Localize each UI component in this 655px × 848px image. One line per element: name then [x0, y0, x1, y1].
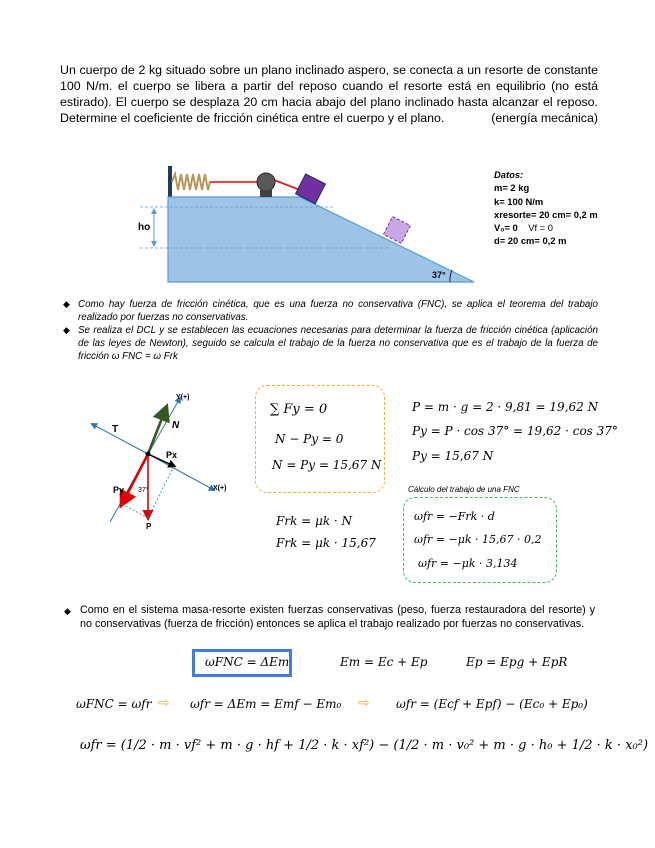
rope-right [274, 180, 300, 190]
problem-text: Un cuerpo de 2 kg situado sobre un plano inclinado aspero, se conecta a un resorte de constante 100 N/m. el cuerpo se libera a partir del reposo cuando el resorte está en equilibrio (no está estirado). El cuerpo se desplaza 20 cm hacia abajo del plano inclinado hasta alcanzar el reposo. Determine el coeficiente de fricción cinética entre el cuerpo y el plano. [60, 63, 598, 125]
problem-tag: (energía mecánica) [491, 111, 598, 125]
eq-frk-1: Frk = μk · N [276, 514, 353, 528]
eq-em: Em = Ec + Ep [340, 655, 428, 669]
origin-dot [146, 452, 151, 457]
p-label: P [146, 522, 152, 531]
eq-weight: P = m · g = 2 · 9,81 = 19,62 N [412, 400, 599, 414]
bullet-diamond-icon: ◆ [64, 606, 71, 616]
data-x-resorte: xresorte= 20 cm= 0,2 m [494, 208, 598, 220]
implies-arrow-icon: ⇨ [358, 694, 370, 710]
eq-frk-2: Frk = μk · 15,67 [276, 536, 376, 550]
bullet-1: ◆ Como hay fuerza de fricción cinética, que es una fuerza no conservativa (FNC), se aplica el teorema del trabajo realizado por fuerzas no conservativas. [63, 299, 598, 323]
data-title: Datos: [494, 169, 524, 180]
data-k: k= 100 N/m [494, 195, 544, 207]
x-axis-label: X(+) [213, 485, 227, 492]
normal-vector [148, 408, 166, 454]
tension-vector [92, 424, 148, 454]
eq-final: ωfr = (1/2 · m · vf² + m · g · hf + 1/2 · k · xf²) − (1/2 · m · v₀² + m · g · h₀ + 1/2 · k · x₀²) [80, 738, 649, 753]
data-vf: Vf = 0 [528, 222, 553, 234]
pulley [257, 173, 275, 191]
projection-line-2 [122, 504, 148, 518]
x-axis [148, 454, 214, 490]
eq-wfnc: ωFNC = ΔEm [205, 655, 290, 669]
data-v0: V₀= 0 [494, 222, 518, 234]
bullet-diamond-icon: ◆ [63, 299, 70, 309]
eq-work-3: ωfr = −μk · 3,134 [418, 557, 518, 570]
inclined-plane-diagram [130, 160, 490, 288]
data-list [494, 168, 598, 248]
data-mass: m= 2 kg [494, 182, 530, 194]
eq-line1c: ωfr = (Ecf + Epf) − (Ec₀ + Ep₀) [396, 697, 588, 711]
inclined-plane [168, 197, 474, 282]
eq-n-py: N − Py = 0 [275, 432, 344, 446]
spring [172, 174, 210, 190]
eq-ep: Ep = Epg + EpR [466, 655, 568, 669]
bullet-2: ◆ Se realiza el DCL y se establecen las ecuaciones necesarias para determinar la fuerza de fricción cinética (aplicación de las leyes de Newton), seguido se calcula el trabajo de la fuerza no conservativa que es el trabajo de la fuerza de fricción ω FNC = ω Frk [63, 325, 598, 362]
px-label: Px [166, 450, 178, 460]
bullet-3: ◆ Como en el sistema masa-resorte existen fuerzas conservativas (peso, fuerza restauradora del resorte) y no conservativas (fuerza de fricción) entonces se aplica el trabajo realizado por fuerzas no conservativas. [64, 604, 595, 630]
eq-work-2: ωfr = −μk · 15,67 · 0,2 [414, 533, 542, 546]
free-body-diagram [88, 392, 248, 542]
angle-label: 37° [432, 270, 446, 280]
py-vector [122, 454, 148, 504]
t-label: T [112, 424, 119, 435]
y-axis-label: Y(+) [176, 394, 190, 401]
data-d: d= 20 cm= 0,2 m [494, 235, 567, 247]
eq-line1b: ωfr = ΔEm = Emf − Em₀ [190, 697, 342, 711]
projection-line [148, 466, 174, 518]
eq-line1a: ωFNC = ωfr [76, 697, 152, 711]
calc-work-title: Cálculo del trabajo de una FNC [408, 485, 520, 494]
eq-sum-fy: ∑ Fy = 0 [270, 402, 328, 417]
problem-statement [60, 62, 598, 126]
bullet-diamond-icon: ◆ [63, 325, 70, 335]
eq-work-1: ωfr = −Frk · d [414, 510, 495, 523]
eq-py: Py = P · cos 37° = 19,62 · cos 37° [412, 424, 618, 438]
py-label: Py [113, 485, 125, 495]
eq-n-value: N = Py = 15,67 N [272, 458, 382, 472]
wall [168, 166, 172, 198]
n-label: N [172, 420, 180, 431]
dcl-angle-label: 37° [138, 487, 149, 494]
eq-py-value: Py = 15,67 N [412, 449, 494, 463]
implies-arrow-icon: ⇨ [158, 694, 170, 710]
pulley-support [260, 190, 272, 197]
ho-label: ho [138, 222, 151, 233]
